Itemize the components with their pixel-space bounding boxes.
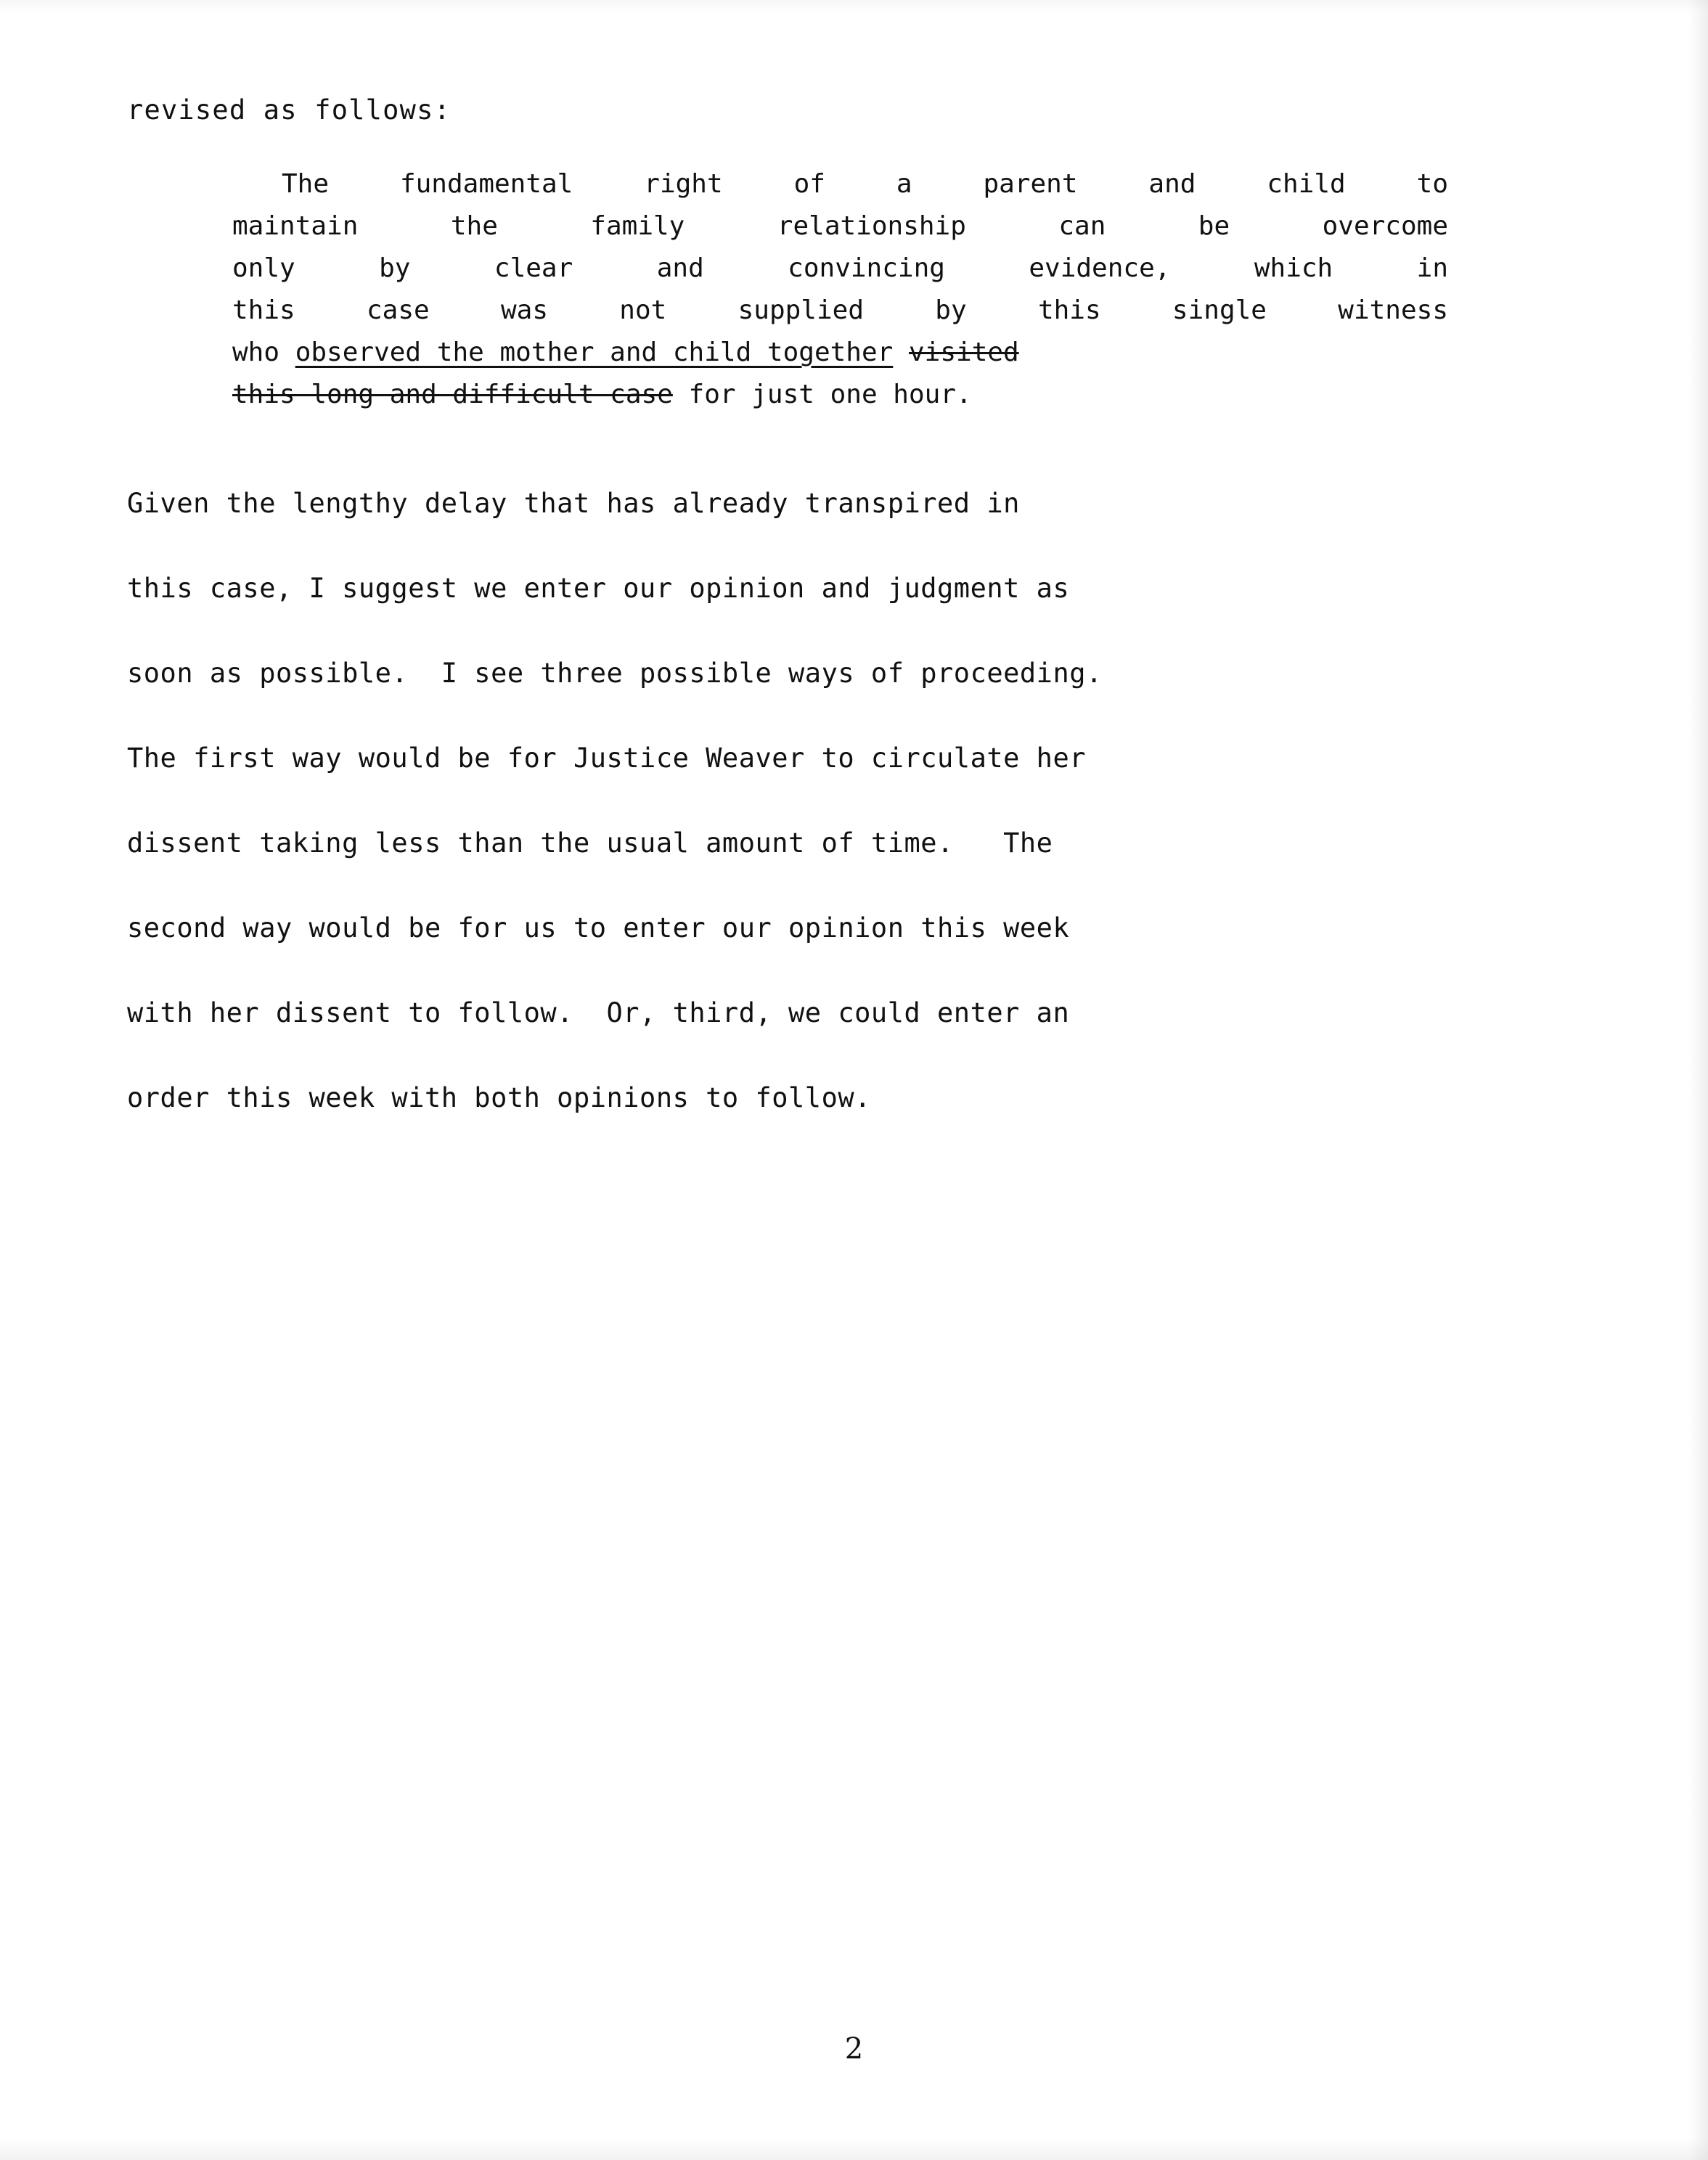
body-line: dissent taking less than the usual amount of time. The [127,827,1053,859]
quote-text: only by clear and convincing evidence, which in [232,253,1448,283]
deleted-text: visited [909,338,1019,367]
quote-text: for just one hour. [672,380,972,409]
body-line: Given the lengthy delay that has already transpired in [127,488,1020,519]
intro-line: revised as follows: [127,94,451,126]
scan-edge-right [1689,0,1708,2160]
deleted-text: this long and difficult case [232,380,673,409]
quote-line-3 [232,248,1448,290]
quote-line-1 [232,163,1448,205]
quote-line-5 [232,332,1448,374]
quoted-paragraph [127,163,1550,416]
body-line: soon as possible. I see three possible ways of proceeding. [127,658,1103,689]
body-line: order this week with both opinions to follow. [127,1082,871,1113]
quote-line-6 [232,374,1448,416]
quote-text: The fundamental right of a parent and child to [282,169,1448,199]
quote-text: this case was not supplied by this single witness [232,295,1448,325]
body-line: second way would be for us to enter our opinion this week [127,912,1070,944]
quote-text: who [232,338,295,367]
quote-text: maintain the family relationship can be overcome [232,211,1448,241]
body-line: with her dissent to follow. Or, third, we could enter an [127,997,1070,1028]
scan-edge-top [0,0,1708,13]
quote-line-4 [232,290,1448,332]
quote-space [893,338,909,367]
body-line: this case, I suggest we enter our opinion and judgment as [127,573,1070,604]
page-number: 2 [844,2032,864,2066]
document-body [127,94,1550,1140]
body-line: The first way would be for Justice Weaver to circulate her [127,742,1087,774]
scan-edge-bottom [0,2138,1708,2160]
body-paragraph [127,461,1550,1140]
inserted-text: observed the mother and child together [295,338,894,367]
quote-line-2 [232,205,1448,248]
